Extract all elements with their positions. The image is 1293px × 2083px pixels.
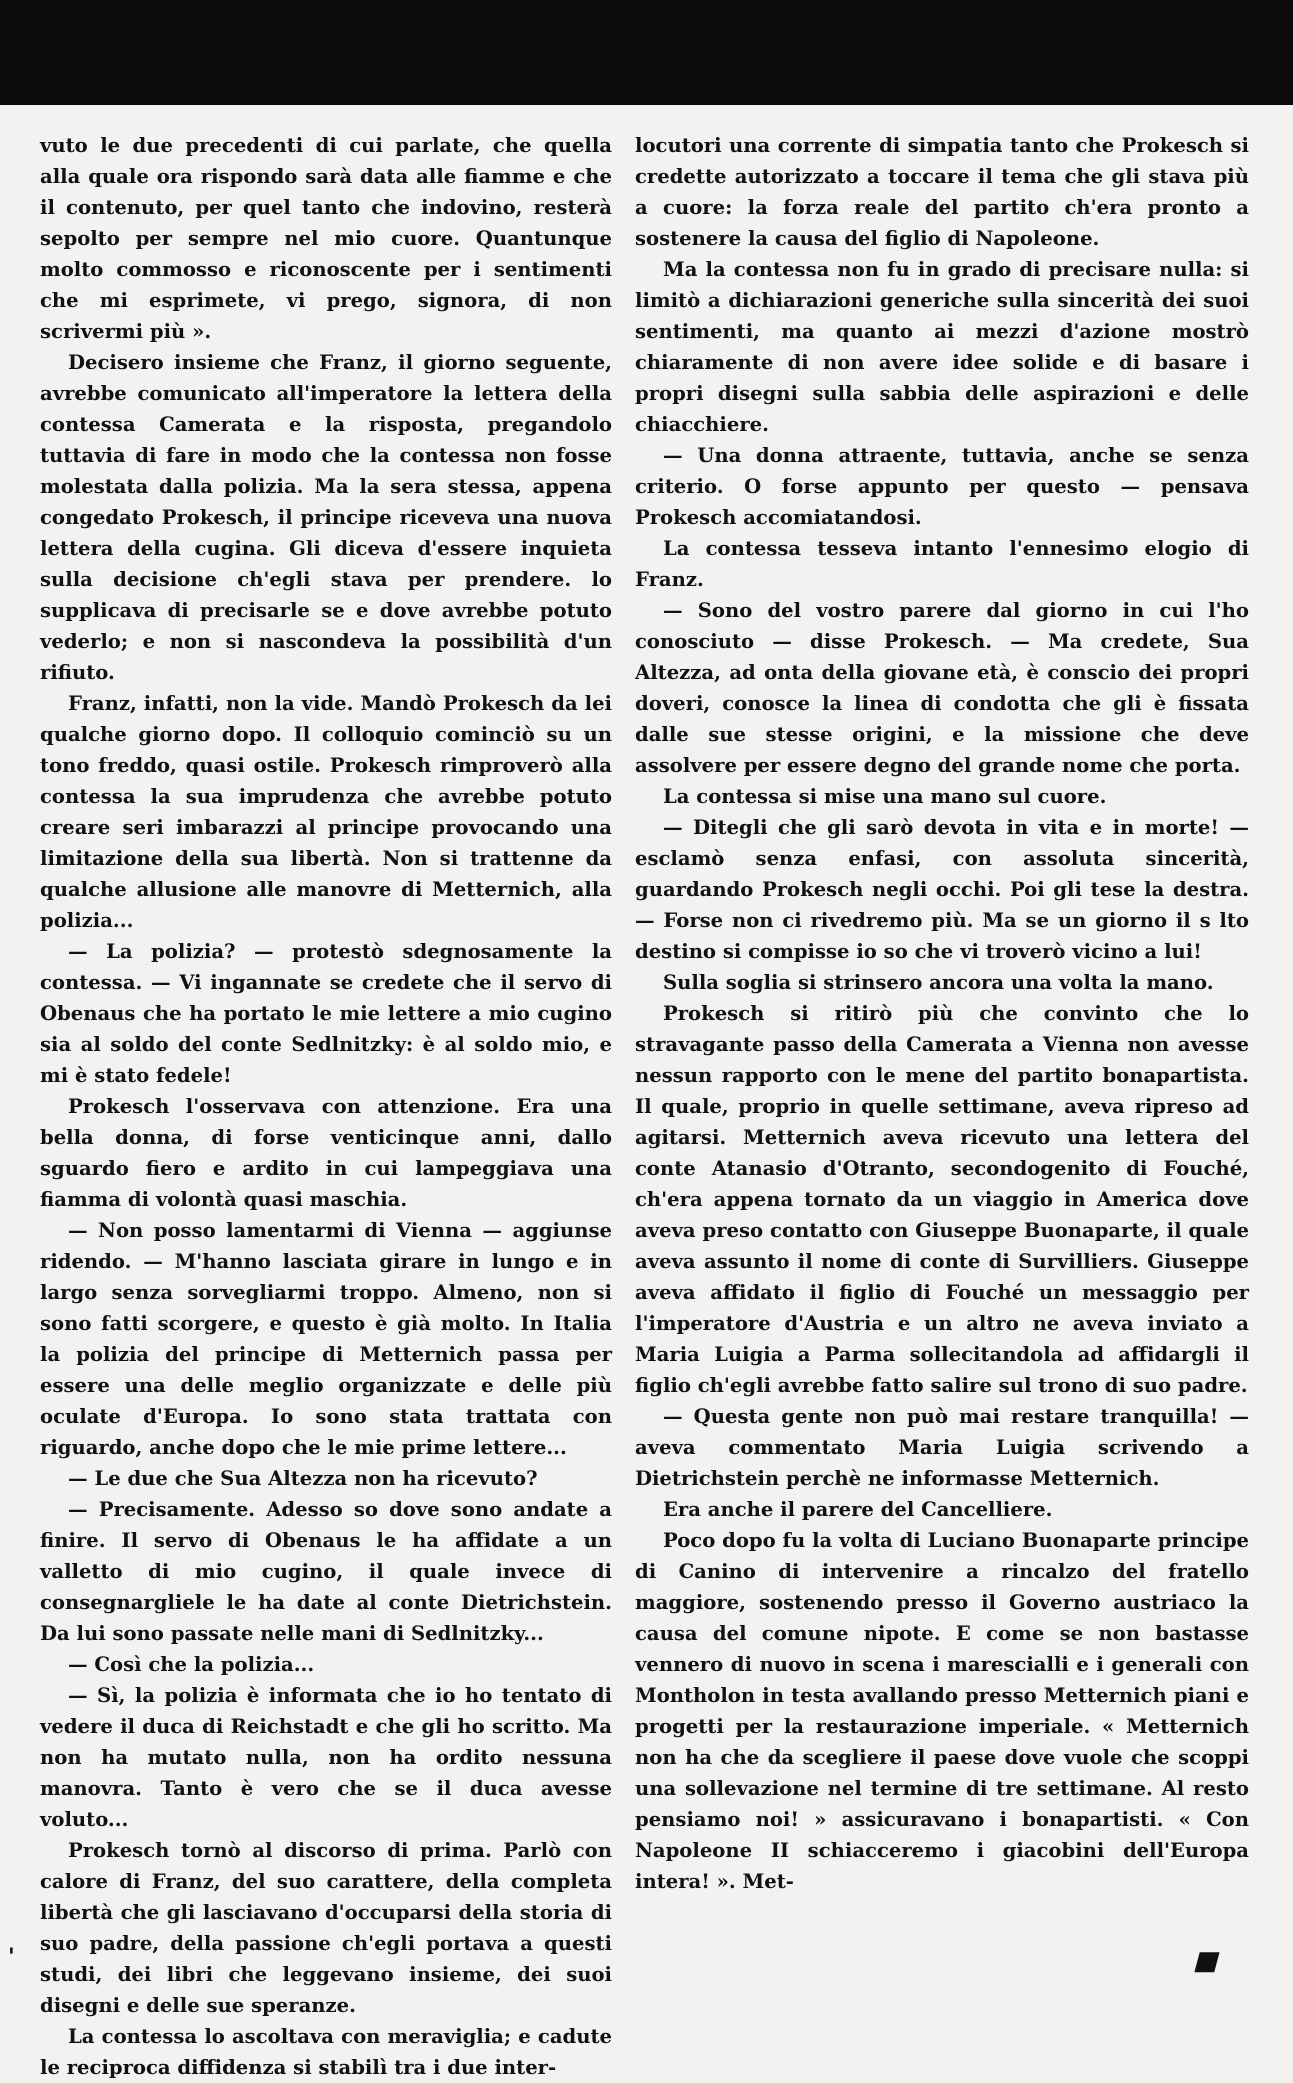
paragraph: — Non posso lamentarmi di Vienna — aggiunse ridendo. — M'hanno lasciata girare in lungo e in largo senza sorvegliarmi troppo. Almeno, non si sono fatti scorgere, e questo è già molto. In Italia la polizia del principe di Metternich passa per essere una delle meglio organizzate e delle più oculate d'Europa. Io sono stata trattata con riguardo, anche dopo che le mie prime lettere... bbox=[40, 1219, 612, 1459]
paragraph: La contessa lo ascoltava con meraviglia; e cadute le reciproca diffidenza si stabilì tra i due inter- bbox=[40, 2025, 612, 2079]
paragraph: locutori una corrente di simpatia tanto che Prokesch si credette autorizzato a toccare il tema che gli stava più a cuore: la forza reale del partito ch'era pronto a sostenere la causa del figlio di Napoleone. bbox=[635, 134, 1249, 250]
paragraph: — Ditegli che gli sarò devota in vita e in morte! — esclamò senza enfasi, con assoluta sincerità, guardando Prokesch negli occhi. Poi gli tese la destra. — Forse non ci rivedremo più. Ma se un giorno il s lto destino si compisse io so che vi troverò vicino a lui! bbox=[635, 816, 1249, 963]
paragraph: Decisero insieme che Franz, il giorno seguente, avrebbe comunicato all'imperatore la lettera della contessa Camerata e la risposta, pregandolo tuttavia di fare in modo che la contessa non fosse molestata dalla polizia. Ma la sera stessa, appena congedato Prokesch, il principe riceveva una nuova lettera della cugina. Gli diceva d'essere inquieta sulla decisione ch'egli stava per prendere. lo supplicava di precisarle se e dove avrebbe potuto vederlo; e non si nascondeva la possibilità d'un rifiuto. bbox=[40, 351, 612, 684]
left-column bbox=[40, 130, 612, 2083]
paragraph: Prokesch l'osservava con attenzione. Era una bella donna, di forse venticinque anni, dallo sguardo fiero e ardito in cui lampeggiava una fiamma di volontà quasi maschia. bbox=[40, 1095, 612, 1211]
paragraph: — Così che la polizia... bbox=[68, 1653, 315, 1676]
scan-top-border bbox=[0, 0, 1293, 105]
ink-mark-right: ■ bbox=[1190, 1946, 1224, 1976]
paragraph: Era anche il parere del Cancelliere. bbox=[663, 1498, 1053, 1521]
paragraph: Ma la contessa non fu in grado di precisare nulla: si limitò a dichiarazioni generiche sulla sincerità dei suoi sentimenti, ma quanto ai mezzi d'azione mostrò chiaramente di non avere idee solide e di basare i propri disegni sulla sabbia delle aspirazioni e delle chiacchiere. bbox=[635, 258, 1249, 436]
paragraph: La contessa tesseva intanto l'ennesimo elogio di Franz. bbox=[635, 537, 1249, 591]
paragraph: Prokesch tornò al discorso di prima. Parlò con calore di Franz, del suo carattere, della completa libertà che gli lasciavano d'occuparsi della storia di suo padre, della passione ch'egli portava a questi studi, dei libri che leggevano insieme, dei suoi disegni e delle sue speranze. bbox=[40, 1839, 612, 2017]
paragraph: vuto le due precedenti di cui parlate, che quella alla quale ora rispondo sarà data alle fiamme e che il contenuto, per quel tanto che indovino, resterà sepolto per sempre nel mio cuore. Quantunque molto commosso e riconoscente per i sentimenti che mi esprimete, vi prego, signora, di non scrivermi più ». bbox=[40, 134, 612, 343]
paragraph: — Sì, la polizia è informata che io ho tentato di vedere il duca di Reichstadt e che gli ho scritto. Ma non ha mutato nulla, non ha ordito nessuna manovra. Tanto è vero che se il duca avesse voluto... bbox=[40, 1684, 612, 1831]
paragraph: — Sono del vostro parere dal giorno in cui l'ho conosciuto — disse Prokesch. — Ma credete, Sua Altezza, ad onta della giovane età, è conscio dei propri doveri, conosce la linea di condotta che gli è fissata dalle sue stesse origini, e la missione che deve assolvere per essere degno del grande nome che porta. bbox=[635, 599, 1249, 777]
paragraph: Sulla soglia si strinsero ancora una volta la mano. bbox=[663, 971, 1214, 994]
paragraph: Franz, infatti, non la vide. Mandò Prokesch da lei qualche giorno dopo. Il colloquio cominciò su un tono freddo, quasi ostile. Prokesch rimproverò alla contessa la sua imprudenza che avrebbe potuto creare seri imbarazzi al principe provocando una limitazione della sua libertà. Non si trattenne da qualche allusione alle manovre di Metternich, alla polizia... bbox=[40, 692, 612, 932]
paragraph: — Una donna attraente, tuttavia, anche se senza criterio. O forse appunto per questo — pensava Prokesch accomiatandosi. bbox=[635, 444, 1249, 529]
paragraph: Prokesch si ritirò più che convinto che lo stravagante passo della Camerata a Vienna non avesse nessun rapporto con le mene del partito bonapartista. Il quale, proprio in quelle settimane, aveva ripreso ad agitarsi. Metternich aveva ricevuto una lettera del conte Atanasio d'Otranto, secondogenito di Fouché, ch'era appena tornato da un viaggio in America dove aveva preso contatto con Giuseppe Buonaparte, il quale aveva assunto il nome di conte di Survilliers. Giuseppe aveva affidato il figlio di Fouché un messaggio per l'imperatore d'Austria e un altro ne aveva inviato a Maria Luigia a Parma sollecitandola ad affidargli il figlio ch'egli avrebbe fatto salire sul trono di suo padre. bbox=[635, 1002, 1249, 1397]
paragraph: — La polizia? — protestò sdegnosamente la contessa. — Vi ingannate se credete che il servo di Obenaus che ha portato le mie lettere a mio cugino sia al soldo del conte Sedlnitzky: è al soldo mio, e mi è stato fedele! bbox=[40, 940, 612, 1087]
paragraph: Poco dopo fu la volta di Luciano Buonaparte principe di Canino di intervenire a rincalzo del fratello maggiore, sostenendo presso il Governo austriaco la causa del comune nipote. E come se non bastasse vennero di nuovo in scena i marescialli e i generali con Montholon in testa avallando presso Metternich piani e progetti per la restaurazione imperiale. « Metternich non ha che da scegliere il paese dove vuole che scoppi una sollevazione nel termine di tre settimane. Al resto pensiamo noi! » assicuravano i bonapartisti. « Con Napoleone II schiacceremo i giacobini dell'Europa intera! ». Met- bbox=[635, 1529, 1249, 1893]
paragraph: La contessa si mise una mano sul cuore. bbox=[663, 785, 1107, 808]
paragraph: — Questa gente non può mai restare tranquilla! — aveva commentato Maria Luigia scrivendo a Dietrichstein perchè ne informasse Metternich. bbox=[635, 1405, 1249, 1490]
margin-mark-left: ' bbox=[8, 1944, 15, 1970]
paragraph: — Le due che Sua Altezza non ha ricevuto? bbox=[68, 1467, 538, 1490]
right-column bbox=[635, 130, 1249, 1897]
paragraph: — Precisamente. Adesso so dove sono andate a finire. Il servo di Obenaus le ha affidate a un valletto di mio cugino, il quale invece di consegnargliele le ha date al conte Dietrichstein. Da lui sono passate nelle mani di Sedlnitzky... bbox=[40, 1498, 612, 1645]
